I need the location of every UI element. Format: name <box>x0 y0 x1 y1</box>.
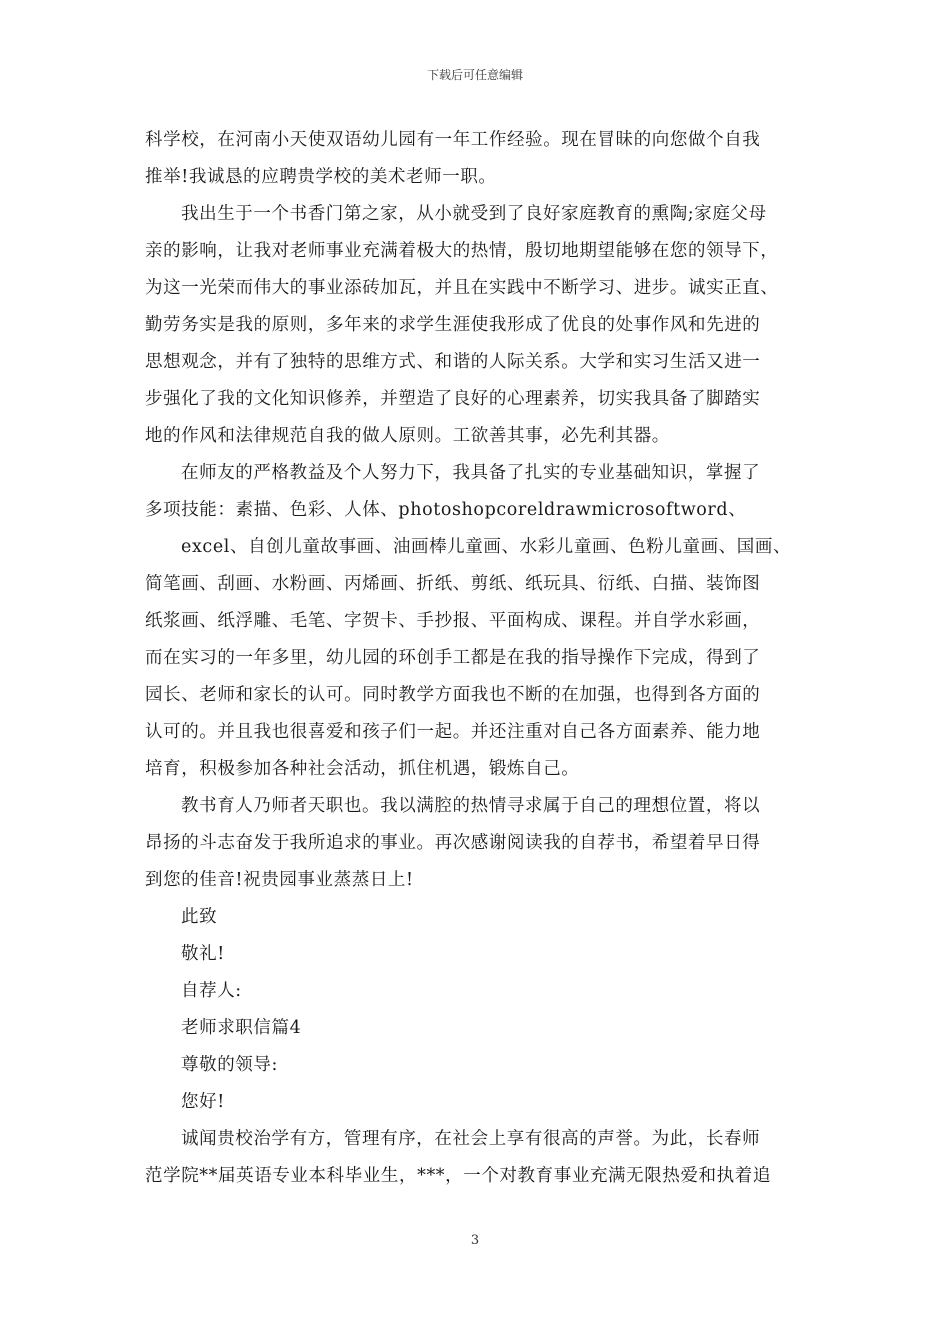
text-line: 认可的。并且我也很喜爱和孩子们一起。并还注重对自己各方面素养、能力地 <box>145 722 761 742</box>
text-line: 纸浆画、纸浮雕、毛笔、字贺卡、手抄报、平面构成、课程。并自学水彩画， <box>145 611 761 631</box>
text-line: 勤劳务实是我的原则，多年来的求学生涯使我形成了优良的处事作风和先进的 <box>145 315 761 335</box>
text-line: 亲的影响，让我对老师事业充满着极大的热情，殷切地期望能够在您的领导下， <box>145 241 779 261</box>
text-line: 培育，积极参加各种社会活动，抓住机遇，锻炼自己。 <box>145 759 580 779</box>
paragraph-start: 教书育人乃师者天职也。我以满腔的热情寻求属于自己的理想位置，将以 <box>181 796 761 816</box>
signature-line: 自荐人: <box>181 981 242 1001</box>
text-line: 思想观念，并有了独特的思维方式、和谐的人际关系。大学和实习生活又进一 <box>145 352 761 372</box>
text-line: 昂扬的斗志奋发于我所追求的事业。再次感谢阅读我的自荐书，希望着早日得 <box>145 833 761 853</box>
text-line: 推举!我诚恳的应聘贵学校的美术老师一职。 <box>145 167 497 187</box>
text-line: 而在实习的一年多里，幼儿园的环创手工都是在我的指导操作下完成，得到了 <box>145 648 761 668</box>
closing-line: 敬礼! <box>181 944 225 964</box>
salutation-line: 尊敬的领导: <box>181 1055 278 1075</box>
text-line: 为这一光荣而伟大的事业添砖加瓦，并且在实践中不断学习、进步。诚实正直、 <box>145 278 779 298</box>
document-body <box>145 122 809 1195</box>
greeting-line: 您好! <box>181 1092 225 1112</box>
paragraph-start: 在师友的严格教益及个人努力下，我具备了扎实的专业基础知识，掌握了 <box>181 463 761 483</box>
page-header: 下载后可任意编辑 <box>426 68 523 82</box>
text-line: 园长、老师和家长的认可。同时教学方面我也不断的在加强，也得到各方面的 <box>145 685 761 705</box>
text-line: 多项技能：素描、色彩、人体、photoshopcoreldrawmicrosoftword、 <box>145 500 747 520</box>
text-line: 地的作风和法律规范自我的做人原则。工欲善其事，必先利其器。 <box>145 426 670 446</box>
text-line: 范学院**届英语专业本科毕业生，***，一个对教育事业充满无限热爱和执着追 <box>145 1166 771 1186</box>
page-number: 3 <box>470 1233 480 1248</box>
section-title: 老师求职信篇4 <box>181 1018 302 1038</box>
closing-line: 此致 <box>181 907 218 927</box>
text-line: 到您的佳音!祝贵园事业蒸蒸日上! <box>145 870 414 890</box>
paragraph-start: excel、自创儿童故事画、油画棒儿童画、水彩儿童画、色粉儿童画、国画、 <box>181 537 792 557</box>
paragraph-start: 诚闻贵校治学有方，管理有序，在社会上享有很高的声誉。为此，长春师 <box>181 1129 761 1149</box>
text-line: 科学校，在河南小天使双语幼儿园有一年工作经验。现在冒昧的向您做个自我 <box>145 130 761 150</box>
text-line: 步强化了我的文化知识修养，并塑造了良好的心理素养，切实我具备了脚踏实 <box>145 389 761 409</box>
paragraph-start: 我出生于一个书香门第之家，从小就受到了良好家庭教育的熏陶;家庭父母 <box>181 204 767 224</box>
text-line: 简笔画、刮画、水粉画、丙烯画、折纸、剪纸、纸玩具、衍纸、白描、装饰图 <box>145 574 761 594</box>
